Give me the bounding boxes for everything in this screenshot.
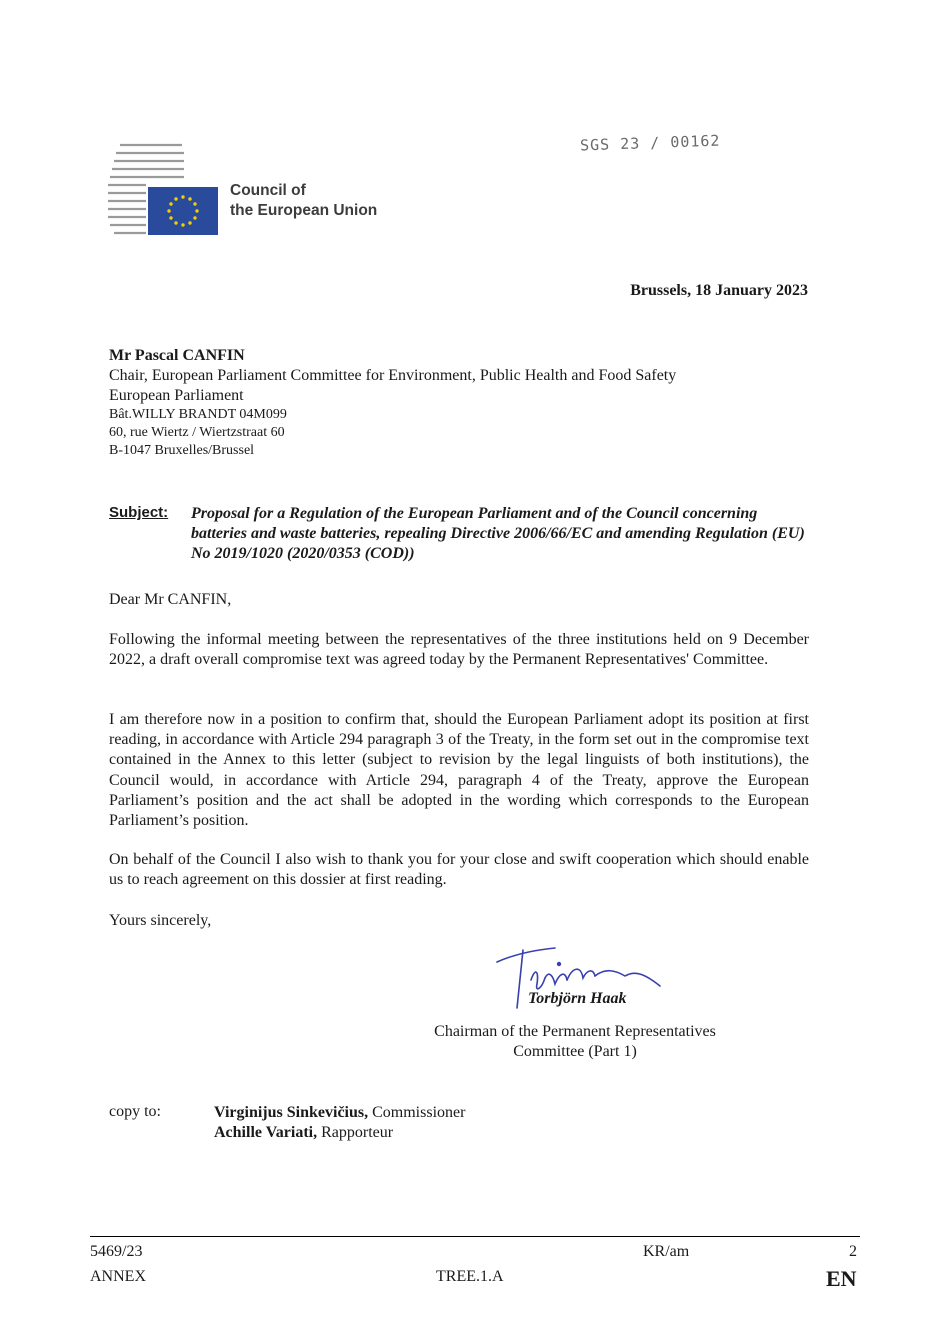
copy-entry (214, 1123, 465, 1143)
copy-entry-role: Rapporteur (317, 1124, 394, 1141)
addressee-address-line: 60, rue Wiertz / Wiertzstraat 60 (109, 425, 285, 440)
logo-text (230, 181, 377, 221)
footer-doc-number: 5469/23 (90, 1243, 143, 1260)
footer-dept: TREE.1.A (436, 1268, 504, 1285)
copy-label: copy to: (109, 1103, 161, 1120)
body-paragraph: I am therefore now in a position to confirm that, should the European Parliament adopt its position at first reading, in accordance with Article 294 paragraph 3 of the Treaty, in the form set out in the compromise text contained in the Annex to this letter (subject to revision by the legal linguists of both institutions), the Council would, in accordance with Article 294, paragraph 4 of the Treaty, approve the European Parliament’s position and the act shall be adopted in the wording which corresponds to the European Parliament’s position. (109, 711, 809, 830)
signer-title: Chairman of the Permanent Representatives Committee (Part 1) (434, 1023, 716, 1060)
addressee-line: Chair, European Parliament Committee for Environment, Public Health and Food Safety (109, 367, 677, 384)
subject-label: Subject: (109, 504, 169, 521)
copy-entry (214, 1103, 465, 1123)
copy-entry-name: Achille Variati, (214, 1124, 318, 1141)
council-logo (106, 137, 406, 237)
footer-initials: KR/am (643, 1243, 690, 1260)
addressee-line: European Parliament (109, 387, 244, 404)
eu-flag-icon (148, 187, 218, 235)
copy-entry-role: Commissioner (368, 1104, 466, 1121)
footer-page-number: 2 (849, 1243, 857, 1260)
signer-name: Torbjörn Haak (528, 990, 627, 1007)
footer-divider (90, 1236, 860, 1237)
letter-date: Brussels, 18 January 2023 (630, 282, 808, 299)
addressee-block (109, 346, 676, 460)
addressee-name: Mr Pascal CANFIN (109, 347, 245, 364)
copy-list (214, 1103, 465, 1143)
footer-language: EN (826, 1266, 857, 1291)
body-paragraph: Following the informal meeting between the representatives of the three institutions held on 9 December 2022, a draft overall compromise text was agreed today by the Permanent Representatives' Committee. (109, 631, 809, 669)
footer-annex: ANNEX (90, 1268, 146, 1285)
logo-line-1: Council of (230, 182, 306, 199)
logo-line-2: the European Union (230, 202, 378, 219)
copy-entry-name: Virginijus Sinkevičius, (214, 1104, 369, 1121)
registration-stamp: SGS 23 / 00162 (579, 131, 721, 155)
salutation: Dear Mr CANFIN, (109, 591, 232, 608)
addressee-address-line: Bât.WILLY BRANDT 04M099 (109, 407, 287, 422)
closing: Yours sincerely, (109, 912, 212, 929)
subject-text: Proposal for a Regulation of the European Parliament and of the Council concerning batteries and waste batteries, repealing Directive 2006/66/EC and amending Regulation (EU) No 2019/1020 (2020/0353 (COD)) (191, 505, 805, 562)
body-paragraph: On behalf of the Council I also wish to thank you for your close and swift cooperation which should enable us to reach agreement on this dossier at first reading. (109, 851, 809, 889)
addressee-address-line: B-1047 Bruxelles/Brussel (109, 443, 255, 458)
